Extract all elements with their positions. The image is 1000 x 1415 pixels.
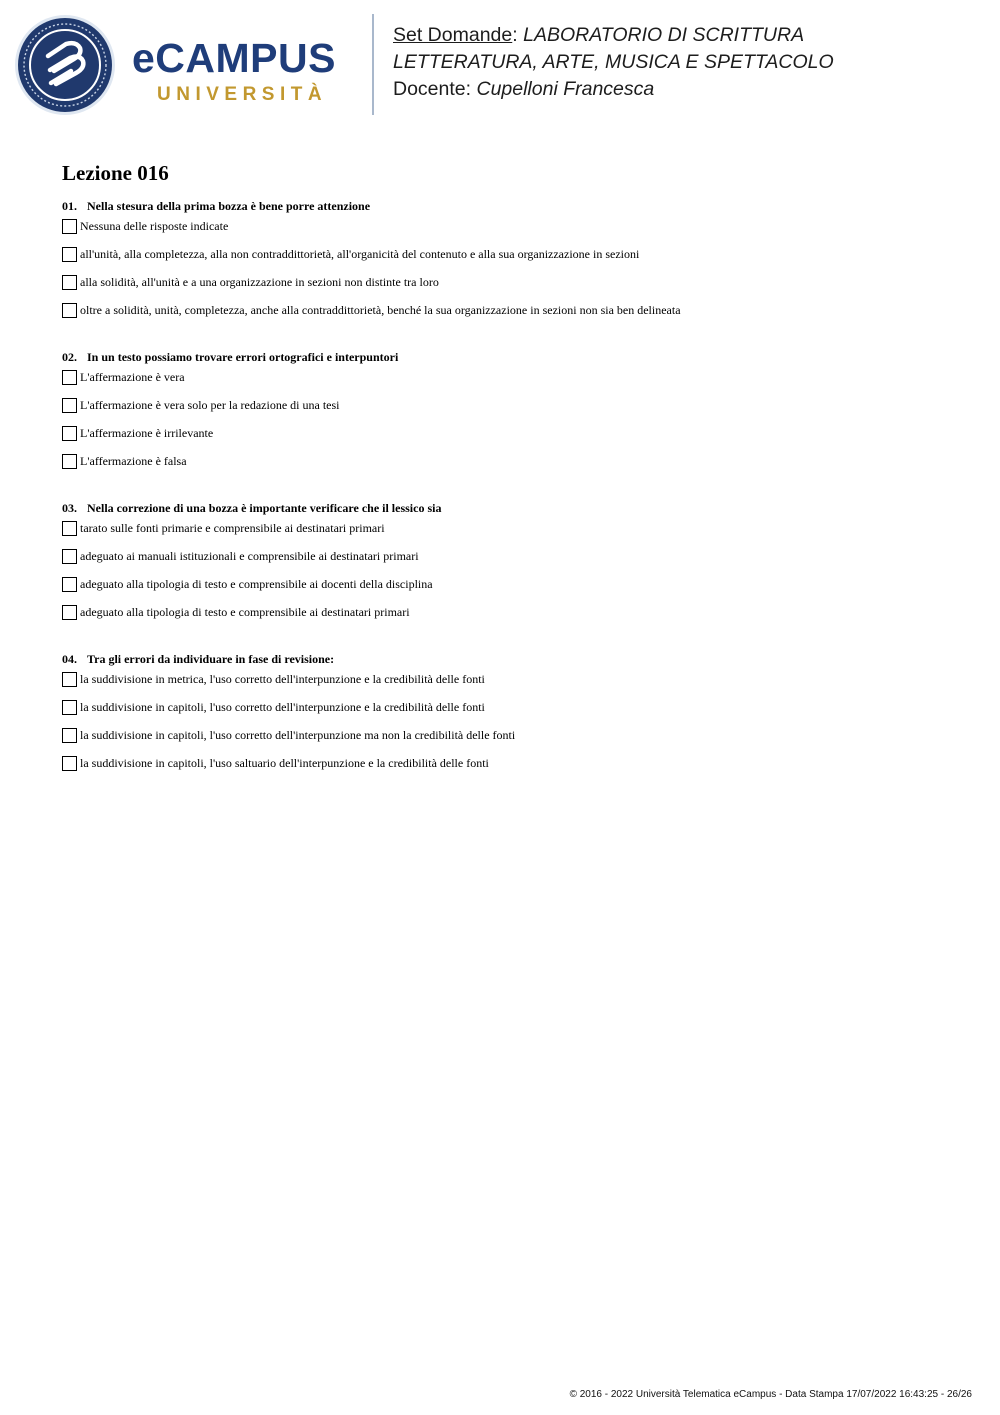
answer-option — [62, 604, 962, 632]
question-text — [62, 349, 962, 369]
ecampus-seal-logo — [14, 14, 116, 116]
answer-checkbox[interactable] — [62, 370, 77, 385]
course-name-part1: LABORATORIO DI SCRITTURA — [523, 24, 805, 46]
logo-text: eCAMPUS — [132, 35, 336, 81]
answer-text: alla solidità, all'unità e a una organizzazione in sezioni non distinte tra loro — [80, 275, 439, 289]
answer-option — [62, 671, 962, 699]
answer-text: adeguato alla tipologia di testo e comprensibile ai docenti della disciplina — [80, 577, 433, 591]
answer-checkbox[interactable] — [62, 521, 77, 536]
answer-checkbox[interactable] — [62, 728, 77, 743]
answer-option — [62, 520, 962, 548]
page-footer: © 2016 - 2022 Università Telematica eCampus - Data Stampa 17/07/2022 16:43:25 - 26/26 — [569, 1389, 972, 1400]
lesson-title: Lezione 016 — [62, 161, 169, 185]
course-title-line2 — [393, 49, 983, 76]
teacher-line — [393, 76, 983, 103]
answer-text: all'unità, alla completezza, alla non contraddittorietà, all'organicità del contenuto e alla sua organizzazione in sezioni — [80, 247, 640, 261]
answer-option — [62, 246, 962, 274]
answer-text: L'affermazione è irrilevante — [80, 426, 214, 440]
question-prompt: In un testo possiamo trovare errori ortografici e interpuntori — [87, 350, 399, 364]
answer-checkbox[interactable] — [62, 549, 77, 564]
page-header — [0, 0, 1000, 130]
answer-checkbox[interactable] — [62, 454, 77, 469]
answer-option — [62, 302, 962, 330]
answer-text: tarato sulle fonti primarie e comprensibile ai destinatari primari — [80, 521, 385, 535]
answer-text: Nessuna delle risposte indicate — [80, 219, 229, 233]
answer-text: adeguato ai manuali istituzionali e comprensibile ai destinatari primari — [80, 549, 419, 563]
answer-text: oltre a solidità, unità, completezza, anche alla contraddittorietà, benché la sua organizzazione in sezioni non sia ben delineata — [80, 303, 681, 317]
question-01 — [62, 198, 962, 330]
answer-checkbox[interactable] — [62, 700, 77, 715]
question-text — [62, 651, 962, 671]
answer-text: L'affermazione è vera — [80, 370, 185, 384]
question-text — [62, 500, 962, 520]
answer-checkbox[interactable] — [62, 303, 77, 318]
answer-checkbox[interactable] — [62, 672, 77, 687]
teacher-label: Docente: — [393, 78, 472, 100]
question-03 — [62, 500, 962, 632]
header-divider — [372, 14, 374, 115]
question-04 — [62, 651, 962, 783]
answer-option — [62, 397, 962, 425]
question-number: 01. — [62, 199, 77, 213]
answer-checkbox[interactable] — [62, 577, 77, 592]
answer-option — [62, 369, 962, 397]
question-prompt: Nella correzione di una bozza è importante verificare che il lessico sia — [87, 501, 442, 515]
ecampus-wordmark — [132, 35, 336, 105]
course-info — [393, 22, 983, 103]
answer-checkbox[interactable] — [62, 247, 77, 262]
answer-checkbox[interactable] — [62, 219, 77, 234]
answer-text: L'affermazione è vera solo per la redazione di una tesi — [80, 398, 340, 412]
answer-option — [62, 218, 962, 246]
answer-text: L'affermazione è falsa — [80, 454, 187, 468]
answer-checkbox[interactable] — [62, 426, 77, 441]
answer-text: la suddivisione in capitoli, l'uso corretto dell'interpunzione ma non la credibilità delle fonti — [80, 728, 516, 742]
answer-checkbox[interactable] — [62, 275, 77, 290]
answer-option — [62, 755, 962, 783]
question-number: 04. — [62, 652, 77, 666]
answer-text: la suddivisione in capitoli, l'uso saltuario dell'interpunzione e la credibilità delle fonti — [80, 756, 489, 770]
set-domande-label: Set Domande — [393, 24, 513, 46]
question-prompt: Tra gli errori da individuare in fase di revisione: — [87, 652, 335, 666]
answer-text: la suddivisione in capitoli, l'uso corretto dell'interpunzione e la credibilità delle fonti — [80, 700, 485, 714]
question-prompt: Nella stesura della prima bozza è bene porre attenzione — [87, 199, 371, 213]
answer-option — [62, 425, 962, 453]
answer-checkbox[interactable] — [62, 605, 77, 620]
answer-text: la suddivisione in metrica, l'uso corretto dell'interpunzione e la credibilità delle fonti — [80, 672, 485, 686]
answer-option — [62, 576, 962, 604]
answer-checkbox[interactable] — [62, 398, 77, 413]
answer-option — [62, 453, 962, 481]
teacher-name: Cupelloni Francesca — [476, 78, 655, 100]
course-name-part2: LETTERATURA, ARTE, MUSICA E SPETTACOLO — [393, 51, 834, 73]
logo-subtext: UNIVERSITÀ — [157, 84, 328, 105]
answer-checkbox[interactable] — [62, 756, 77, 771]
answer-option — [62, 548, 962, 576]
question-02 — [62, 349, 962, 481]
answer-option — [62, 727, 962, 755]
question-text — [62, 198, 962, 218]
question-number: 02. — [62, 350, 77, 364]
course-title-line1: Set Domande: LABORATORIO DI SCRITTURA — [393, 24, 805, 46]
answer-text: adeguato alla tipologia di testo e comprensibile ai destinatari primari — [80, 605, 410, 619]
answer-option — [62, 274, 962, 302]
answer-option — [62, 699, 962, 727]
question-number: 03. — [62, 501, 77, 515]
